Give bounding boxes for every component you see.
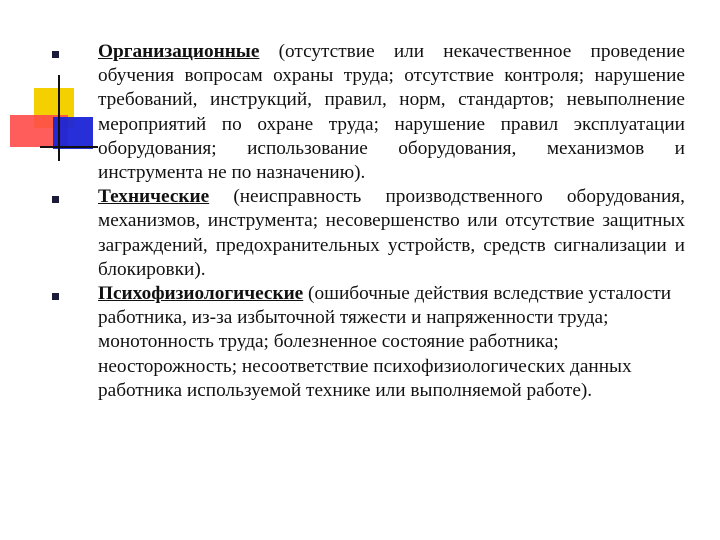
list-item-technical bbox=[40, 185, 685, 282]
square-bullet-icon bbox=[52, 293, 59, 300]
list-item-organizational bbox=[40, 40, 685, 185]
item-term: Технические bbox=[98, 186, 210, 208]
list-item-text bbox=[98, 185, 685, 282]
item-term: Организационные bbox=[98, 41, 260, 62]
bullet-list bbox=[40, 40, 685, 403]
item-description: (ошибочные действия вследствие усталости работника, из-за избыточной тяжести и напряженности труда; монотонность труда; болезненное состояние работника; неосторожность; несоответствие психофизиологических данных работника используемой технике или выполняемой работе). bbox=[98, 283, 672, 401]
item-description: (неисправность производственного оборудования, механизмов, инструмента; несовершенство или отсутствие защитных заграждений, предохранительных устройств, средств сигнализации и блокировки). bbox=[98, 186, 685, 280]
list-item-text bbox=[98, 282, 685, 403]
square-bullet-icon bbox=[52, 51, 59, 58]
item-term: Психофизиологические bbox=[98, 283, 304, 305]
list-item-psychophysiological bbox=[40, 282, 685, 403]
square-bullet-icon bbox=[52, 196, 59, 203]
item-description: (отсутствие или некачественное проведение обучения вопросам охраны труда; отсутствие контроля; нарушение требований, инструкций, правил, норм, стандартов; невыполнение мероприятий по охране труда; нарушение правил эксплуатации оборудования; использование оборудования, механизмов и инструмента не по назначению). bbox=[98, 41, 685, 184]
list-item-text bbox=[98, 40, 685, 185]
